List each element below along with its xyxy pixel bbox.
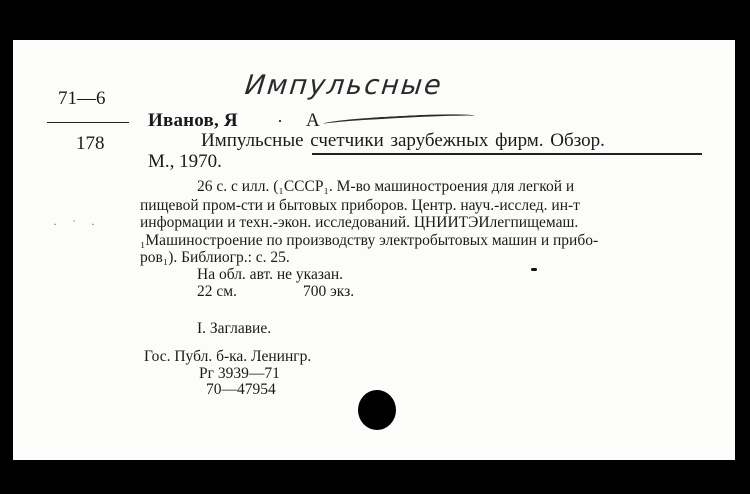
author-dot: · (277, 111, 283, 131)
author-name: Иванов, Я (148, 110, 238, 131)
title-line-1: Импульсные счетчики зарубежных фирм. Обзор. (201, 130, 605, 151)
description-line-3: информации и техн.-экон. исследований. ЦНИИТЭИлегпищемаш. (140, 214, 579, 231)
description-line-4: ₁Машиностроение по производству электробытовых машин и прибо- (140, 232, 599, 249)
library-name: Гос. Публ. б-ка. Ленингр. (144, 348, 312, 365)
handwritten-underline (323, 112, 475, 128)
handwritten-note: Импульсные (243, 70, 445, 101)
call-number-bottom: 178 (76, 133, 105, 154)
subject-heading: I. Заглавие. (197, 320, 272, 337)
description-line-2: пищевой пром-сти и бытовых приборов. Центр. науч.-исслед. ин-т (140, 197, 580, 214)
description-line-6: На обл. авт. не указан. (197, 266, 344, 283)
scan-specks: · ˙ · (53, 217, 101, 231)
author-initial: А (306, 110, 320, 131)
title-line-2: М., 1970. (148, 151, 222, 172)
ink-speck (531, 268, 537, 271)
call-number-top: 71—6 (58, 88, 106, 109)
library-code-1: Рг 3939—71 (199, 365, 280, 382)
call-number-divider (47, 122, 129, 123)
hole-punch-blot (358, 390, 396, 430)
description-line-1: 26 с. с илл. (₁СССР₁. М-во машиностроения для легкой и (197, 178, 575, 195)
description-copies: 700 экз. (303, 283, 355, 300)
library-code-2: 70—47954 (206, 381, 276, 398)
description-size: 22 см. (197, 283, 237, 300)
title-underline (312, 153, 702, 155)
catalog-card (13, 40, 735, 460)
description-line-5: ров₁). Библиогр.: с. 25. (140, 249, 290, 266)
